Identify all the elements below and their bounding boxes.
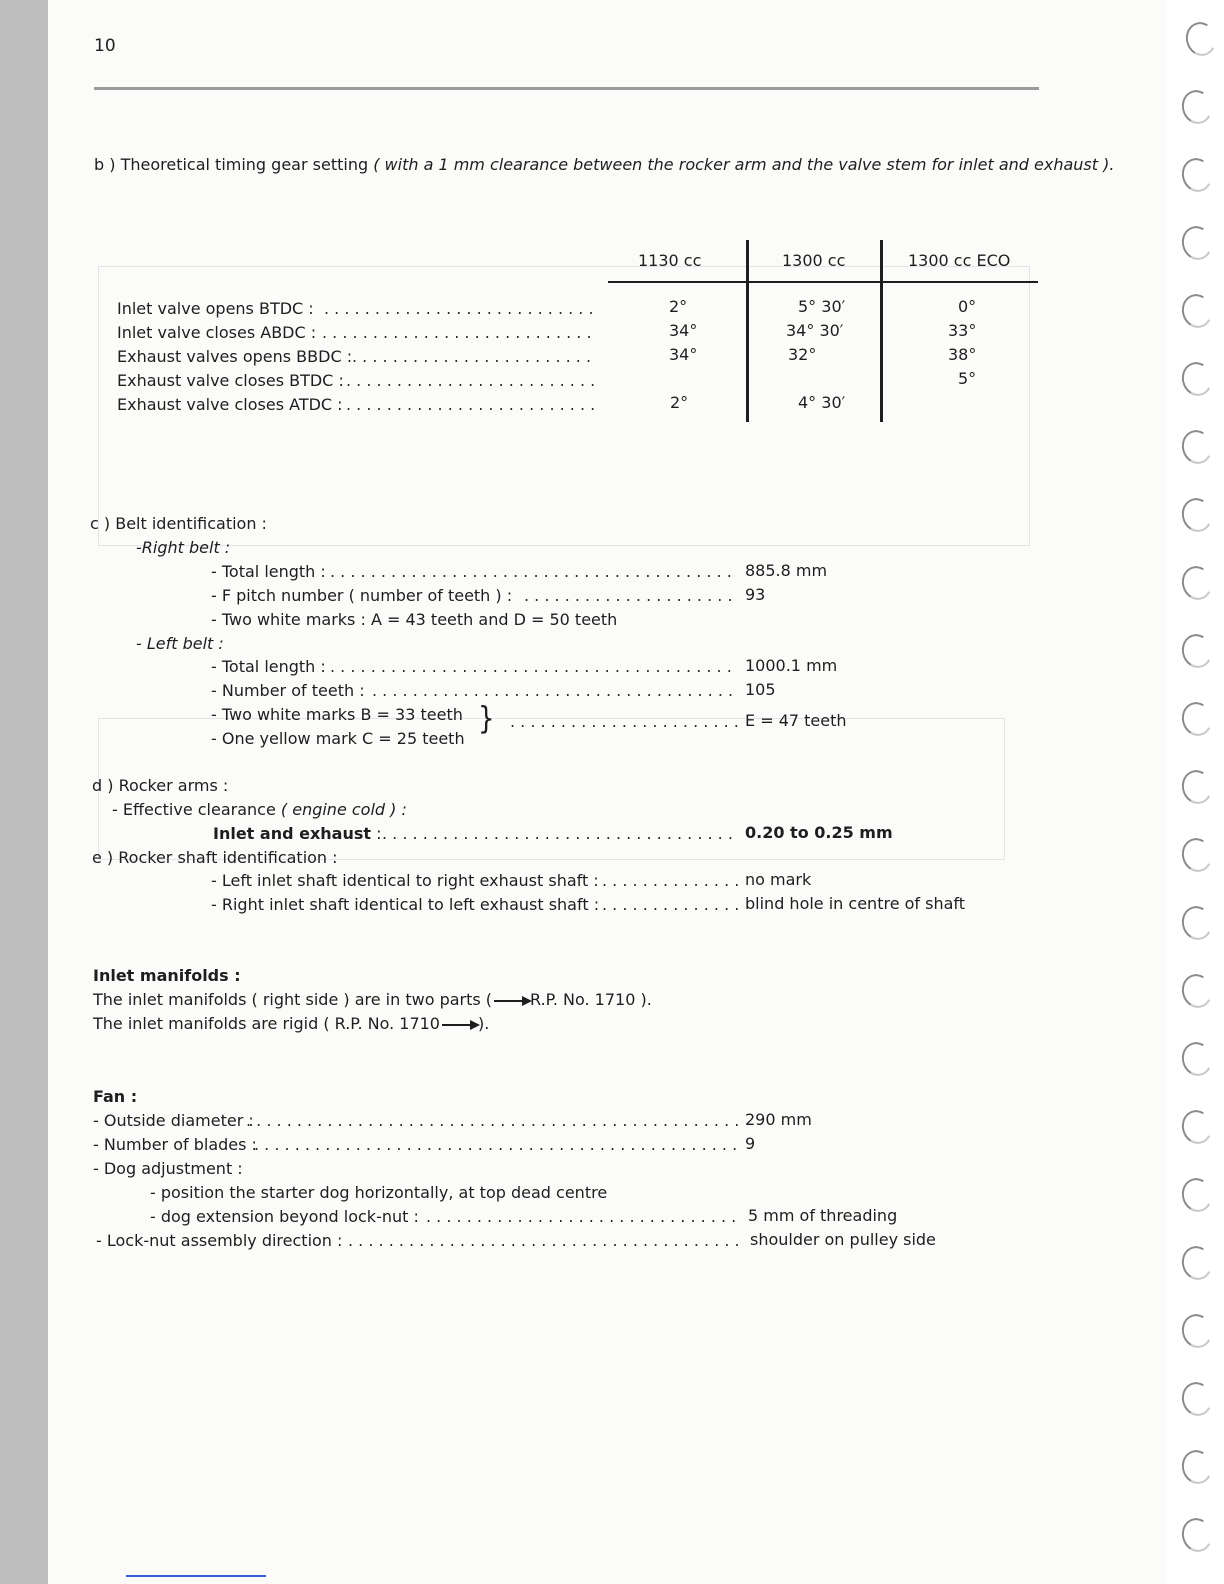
table-header-rule (608, 281, 1038, 283)
rocker-arms-heading: d ) Rocker arms : (92, 776, 229, 795)
left-belt-length-value: 1000.1 mm (745, 656, 838, 675)
leader-dots (382, 824, 738, 844)
column-header-1130: 1130 cc (638, 251, 702, 270)
leader-dots (330, 562, 738, 582)
right-inlet-shaft-value: blind hole in centre of shaft (745, 894, 966, 913)
column-header-1300: 1300 cc (782, 251, 846, 270)
fan-blades-value: 9 (745, 1134, 756, 1153)
timing-value-1300: 32° (788, 345, 817, 364)
inlet-manifolds-line-2: The inlet manifolds are rigid ( R.P. No. 1710 ). (93, 1014, 490, 1033)
binder-ring-icon (1178, 1379, 1216, 1420)
dog-extension-label: - dog extension beyond lock-nut : (150, 1207, 419, 1226)
binder-ring-icon (1178, 1107, 1216, 1148)
manual-page (48, 0, 1166, 1584)
timing-row-label: Inlet valve opens BTDC : (117, 299, 314, 318)
leader-dots (352, 347, 596, 367)
binder-ring-icon (1178, 291, 1216, 332)
leader-dots (330, 657, 738, 677)
fan-blades-label: - Number of blades : (93, 1135, 257, 1154)
rocker-shaft-heading: e ) Rocker shaft identification : (92, 848, 338, 867)
leader-dots (246, 1111, 738, 1131)
left-belt-teeth-label: - Number of teeth : (211, 681, 365, 700)
leader-dots (346, 371, 596, 391)
left-belt-length-label: - Total length : (211, 657, 326, 676)
scan-artifact-line (126, 1575, 266, 1577)
right-belt-pitch-label: - F pitch number ( number of teeth ) : (211, 586, 513, 605)
timing-value-eco: 5° (958, 369, 977, 388)
timing-row-label: Inlet valve closes ABDC : (117, 323, 317, 342)
inlet-manifolds-heading: Inlet manifolds : (93, 966, 241, 985)
leader-dots (510, 712, 738, 732)
binder-ring-icon (1178, 631, 1216, 672)
binder-ring-icon (1178, 495, 1216, 536)
inlet-exhaust-clearance-value: 0.20 to 0.25 mm (745, 823, 893, 842)
timing-row-label: Exhaust valve closes ATDC : (117, 395, 343, 414)
right-inlet-shaft-label: - Right inlet shaft identical to left exhaust shaft : (211, 895, 600, 914)
header-rule (94, 87, 1039, 90)
leader-dots (322, 323, 596, 343)
leader-dots (602, 871, 738, 891)
leader-dots (602, 895, 738, 915)
right-belt-pitch-value: 93 (745, 585, 766, 604)
binder-ring-icon (1178, 87, 1216, 128)
binder-ring-icon (1178, 1243, 1216, 1284)
timing-value-1130: 2° (669, 297, 688, 316)
binder-ring-icon (1178, 427, 1216, 468)
timing-row-label: Exhaust valve closes BTDC : (117, 371, 344, 390)
binder-ring-icon (1178, 1311, 1216, 1352)
leader-dots (426, 1207, 740, 1227)
left-belt-label: - Left belt : (136, 634, 224, 653)
leader-dots (524, 586, 738, 606)
right-belt-marks: - Two white marks : A = 43 teeth and D = 50 teeth (211, 610, 618, 629)
binder-edge (1166, 0, 1224, 1584)
timing-value-1130: 34° (669, 345, 698, 364)
belt-identification-heading: c ) Belt identification : (90, 514, 267, 533)
column-header-1300-eco: 1300 cc ECO (908, 251, 1011, 270)
arrow-icon (494, 1000, 528, 1002)
right-belt-length-value: 885.8 mm (745, 561, 828, 580)
binder-ring-icon (1178, 155, 1216, 196)
binder-ring-icon (1178, 835, 1216, 876)
timing-row-label: Exhaust valves opens BBDC : (117, 347, 353, 366)
dog-position-text: - position the starter dog horizontally, at top dead centre (150, 1183, 608, 1202)
binder-ring-icon (1178, 359, 1216, 400)
binder-ring-icon (1178, 1515, 1216, 1556)
timing-value-eco: 33° (948, 321, 977, 340)
binder-ring-icon (1178, 699, 1216, 740)
leader-dots (348, 1231, 740, 1251)
left-belt-teeth-value: 105 (745, 680, 776, 699)
right-belt-length-label: - Total length : (211, 562, 326, 581)
arrow-icon (442, 1024, 476, 1026)
left-belt-marks-value: E = 47 teeth (745, 711, 847, 730)
binder-ring-icon (1178, 1175, 1216, 1216)
brace-symbol: } (478, 701, 495, 737)
binder-ring-icon (1178, 903, 1216, 944)
leader-dots (346, 395, 596, 415)
left-inlet-shaft-value: no mark (745, 870, 812, 889)
fan-heading: Fan : (93, 1087, 138, 1106)
binder-ring-icon (1178, 1039, 1216, 1080)
locknut-direction-label: - Lock-nut assembly direction : (96, 1231, 343, 1250)
timing-value-1130: 2° (670, 393, 689, 412)
leader-dots (254, 1135, 738, 1155)
effective-clearance-label: - Effective clearance ( engine cold ) : (112, 800, 407, 819)
right-belt-label: -Right belt : (136, 538, 231, 557)
timing-value-eco: 0° (958, 297, 977, 316)
dog-adjustment-label: - Dog adjustment : (93, 1159, 243, 1178)
inlet-manifolds-line-1: The inlet manifolds ( right side ) are in two parts ( R.P. No. 1710 ). (93, 990, 652, 1009)
left-belt-white-marks: - Two white marks B = 33 teeth (211, 705, 463, 724)
left-inlet-shaft-label: - Left inlet shaft identical to right exhaust shaft : (211, 871, 599, 890)
timing-value-1130: 34° (669, 321, 698, 340)
fan-diameter-label: - Outside diameter : (93, 1111, 254, 1130)
leader-dots (372, 681, 738, 701)
timing-value-1300: 5° 30′ (798, 297, 846, 316)
binder-ring-icon (1178, 971, 1216, 1012)
dog-extension-value: 5 mm of threading (748, 1206, 898, 1225)
binder-ring-icon (1178, 1447, 1216, 1488)
inlet-exhaust-label: Inlet and exhaust : (213, 824, 382, 843)
timing-value-1300: 34° 30′ (786, 321, 844, 340)
fan-diameter-value: 290 mm (745, 1110, 812, 1129)
table-divider-1 (746, 240, 749, 422)
binder-ring-icon (1178, 563, 1216, 604)
binder-ring-icon (1178, 767, 1216, 808)
page-number: 10 (94, 36, 116, 56)
leader-dots (324, 299, 596, 319)
locknut-direction-value: shoulder on pulley side (750, 1230, 936, 1249)
table-divider-2 (880, 240, 883, 422)
timing-heading: b ) Theoretical timing gear setting ( with a 1 mm clearance between the rocker arm and the valve stem for inlet and exhaust ). (94, 155, 1115, 174)
timing-value-eco: 38° (948, 345, 977, 364)
left-belt-yellow-mark: - One yellow mark C = 25 teeth (211, 729, 465, 748)
binder-ring-icon (1178, 223, 1216, 264)
timing-value-1300: 4° 30′ (798, 393, 846, 412)
binder-ring-icon (1182, 19, 1220, 60)
